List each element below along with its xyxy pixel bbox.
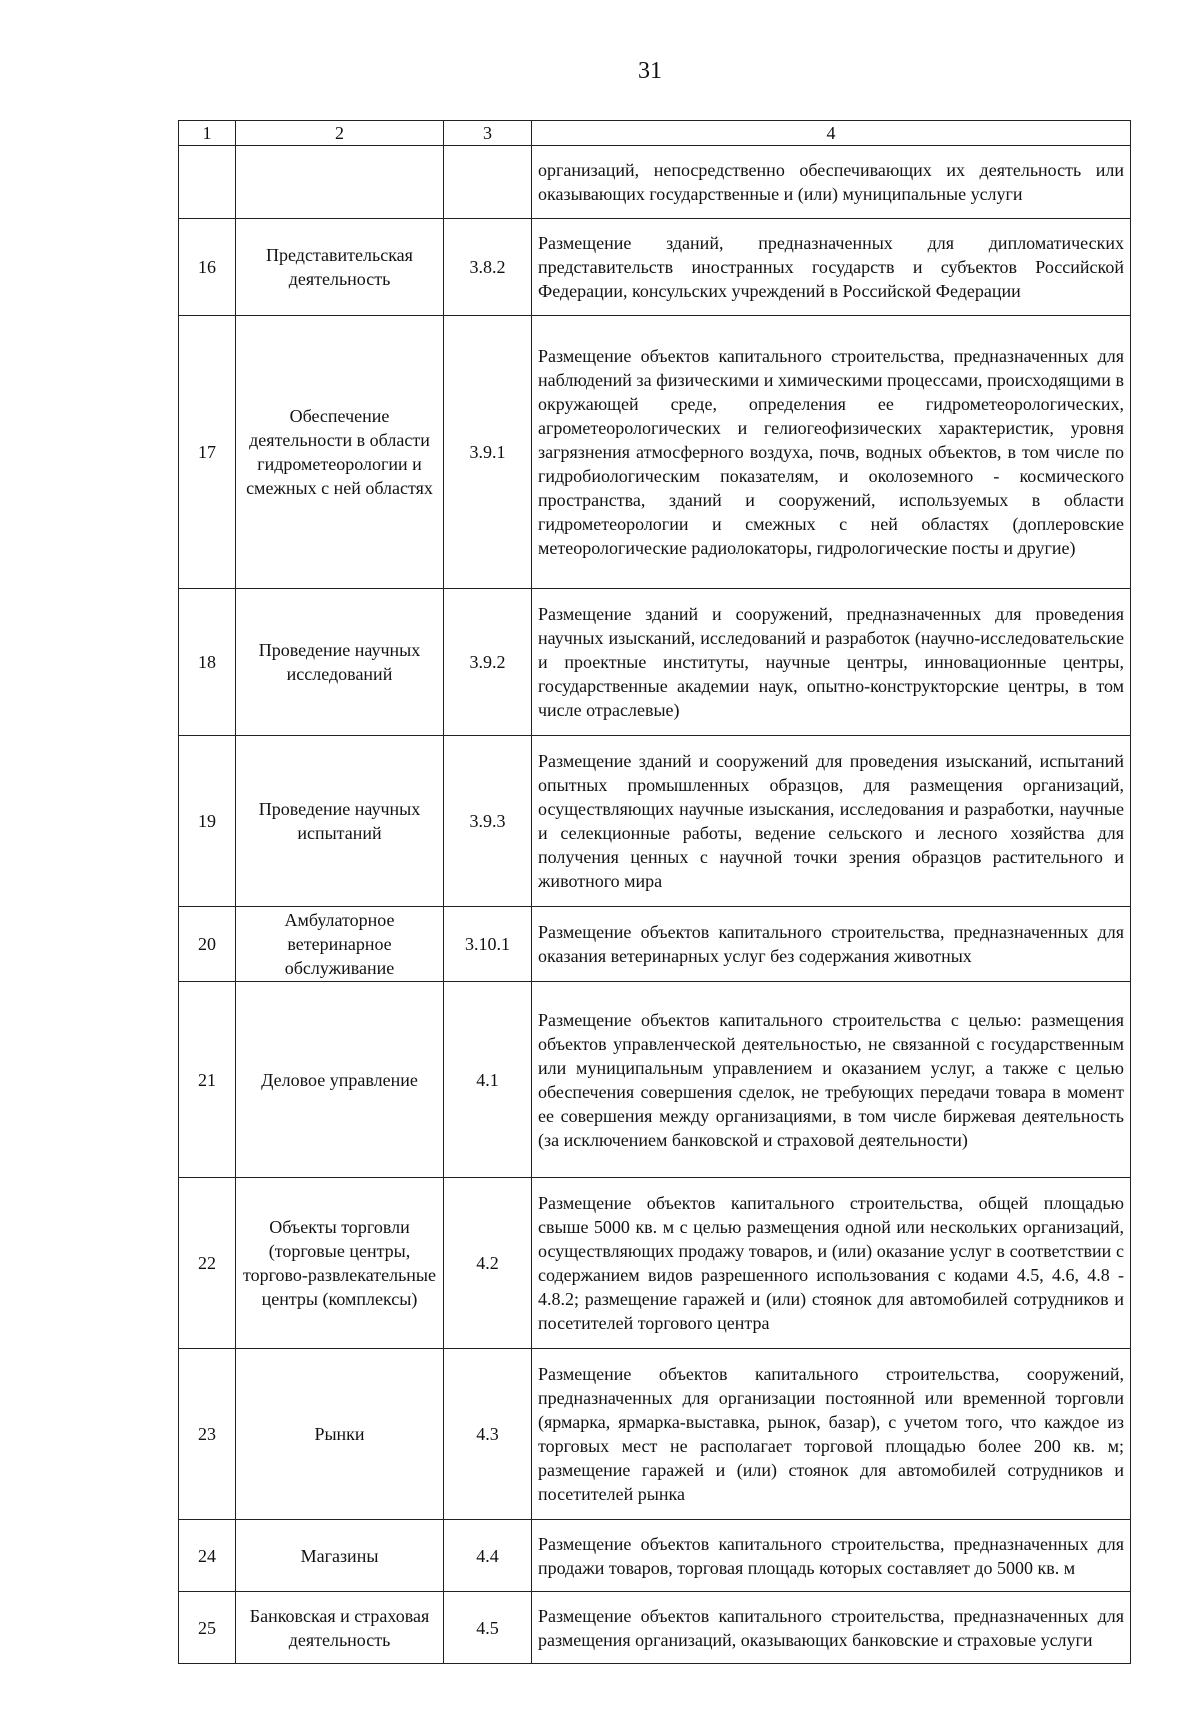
row-number: 21 (179, 982, 236, 1178)
use-type-name (236, 146, 444, 219)
use-type-name: Рынки (236, 1349, 444, 1520)
row-number: 22 (179, 1178, 236, 1349)
use-type-description: Размещение объектов капитального строительства, предназначенных для продажи товаров, торговая площадь которых составляет до 5000 кв. м (532, 1520, 1131, 1592)
column-header: 2 (236, 121, 444, 146)
row-number: 24 (179, 1520, 236, 1592)
table-row (179, 907, 1131, 982)
row-number: 25 (179, 1592, 236, 1664)
use-type-name: Проведение научных исследований (236, 589, 444, 736)
use-type-name: Обеспечение деятельности в области гидрометеорологии и смежных с ней областях (236, 316, 444, 589)
use-type-name: Банковская и страховая деятельность (236, 1592, 444, 1664)
table-row (179, 146, 1131, 219)
use-type-code: 3.10.1 (444, 907, 532, 982)
use-type-description: Размещение зданий, предназначенных для дипломатических представительств иностранных государств и субъектов Российской Федерации, консульских учреждений в Российской Федерации (532, 219, 1131, 316)
use-type-code: 4.5 (444, 1592, 532, 1664)
land-use-table (178, 120, 1131, 1664)
table-header-row (179, 121, 1131, 146)
use-type-description: Размещение объектов капитального строительства с целью: размещения объектов управленческой деятельностью, не связанной с государственным или муниципальным управлением и оказанием услуг, а также с целью обеспечения совершения сделок, не требующих передачи товара в момент ее совершения между организациями, в том числе биржевая деятельность (за исключением банковской и страховой деятельности) (532, 982, 1131, 1178)
use-type-name: Магазины (236, 1520, 444, 1592)
use-type-code (444, 146, 532, 219)
table-row (179, 982, 1131, 1178)
use-type-code: 3.9.3 (444, 736, 532, 907)
use-type-name: Представительская деятельность (236, 219, 444, 316)
use-type-code: 3.9.2 (444, 589, 532, 736)
use-type-name: Деловое управление (236, 982, 444, 1178)
use-type-description: Размещение объектов капитального строительства, предназначенных для размещения организаций, оказывающих банковские и страховые услуги (532, 1592, 1131, 1664)
column-header: 1 (179, 121, 236, 146)
use-type-description: Размещение объектов капитального строительства, общей площадью свыше 5000 кв. м с целью размещения одной или нескольких организаций, осуществляющих продажу товаров, и (или) оказание услуг в соответствии с содержанием видов разрешенного использования с кодами 4.5, 4.6, 4.8 - 4.8.2; размещение гаражей и (или) стоянок для автомобилей сотрудников и посетителей торгового центра (532, 1178, 1131, 1349)
use-type-code: 4.3 (444, 1349, 532, 1520)
table-row (179, 1178, 1131, 1349)
page-number: 31 (638, 58, 662, 84)
table-row (179, 589, 1131, 736)
row-number: 23 (179, 1349, 236, 1520)
use-type-code: 4.2 (444, 1178, 532, 1349)
row-number: 18 (179, 589, 236, 736)
use-type-description: Размещение зданий и сооружений для проведения изысканий, испытаний опытных промышленных образцов, для размещения организаций, осуществляющих научные изыскания, исследования и разработки, научные и селекционные работы, ведение сельского и лесного хозяйства для получения ценных с научной точки зрения образцов растительного и животного мира (532, 736, 1131, 907)
table-row (179, 316, 1131, 589)
use-type-name: Амбулаторное ветеринарное обслуживание (236, 907, 444, 982)
use-type-code: 4.4 (444, 1520, 532, 1592)
table-row (179, 219, 1131, 316)
row-number: 19 (179, 736, 236, 907)
table-row (179, 1349, 1131, 1520)
row-number (179, 146, 236, 219)
use-type-description: Размещение объектов капитального строительства, сооружений, предназначенных для организации постоянной или временной торговли (ярмарка, ярмарка-выставка, рынок, базар), с учетом того, что каждое из торговых мест не располагает торговой площадью более 200 кв. м; размещение гаражей и (или) стоянок для автомобилей сотрудников и посетителей рынка (532, 1349, 1131, 1520)
table-row (179, 1520, 1131, 1592)
row-number: 16 (179, 219, 236, 316)
use-type-code: 3.8.2 (444, 219, 532, 316)
row-number: 20 (179, 907, 236, 982)
use-type-description: Размещение объектов капитального строительства, предназначенных для наблюдений за физическими и химическими процессами, происходящими в окружающей среде, определения ее гидрометеорологических, агрометеорологических и гелиогеофизических характеристик, уровня загрязнения атмосферного воздуха, почв, водных объектов, в том числе по гидробиологическим показателям, и околоземного - космического пространства, зданий и сооружений, используемых в области гидрометеорологии и смежных с ней областях (доплеровские метеорологические радиолокаторы, гидрологические посты и другие) (532, 316, 1131, 589)
use-type-description: Размещение зданий и сооружений, предназначенных для проведения научных изысканий, исследований и разработок (научно-исследовательские и проектные институты, научные центры, инновационные центры, государственные академии наук, опытно-конструкторские центры, в том числе отраслевые) (532, 589, 1131, 736)
table-row (179, 736, 1131, 907)
column-header: 4 (532, 121, 1131, 146)
use-type-description: организаций, непосредственно обеспечивающих их деятельность или оказывающих государственные и (или) муниципальные услуги (532, 146, 1131, 219)
column-header: 3 (444, 121, 532, 146)
use-type-name: Объекты торговли (торговые центры, торгово-развлекательные центры (комплексы) (236, 1178, 444, 1349)
use-type-description: Размещение объектов капитального строительства, предназначенных для оказания ветеринарных услуг без содержания животных (532, 907, 1131, 982)
table-row (179, 1592, 1131, 1664)
use-type-code: 3.9.1 (444, 316, 532, 589)
use-type-code: 4.1 (444, 982, 532, 1178)
row-number: 17 (179, 316, 236, 589)
use-type-name: Проведение научных испытаний (236, 736, 444, 907)
